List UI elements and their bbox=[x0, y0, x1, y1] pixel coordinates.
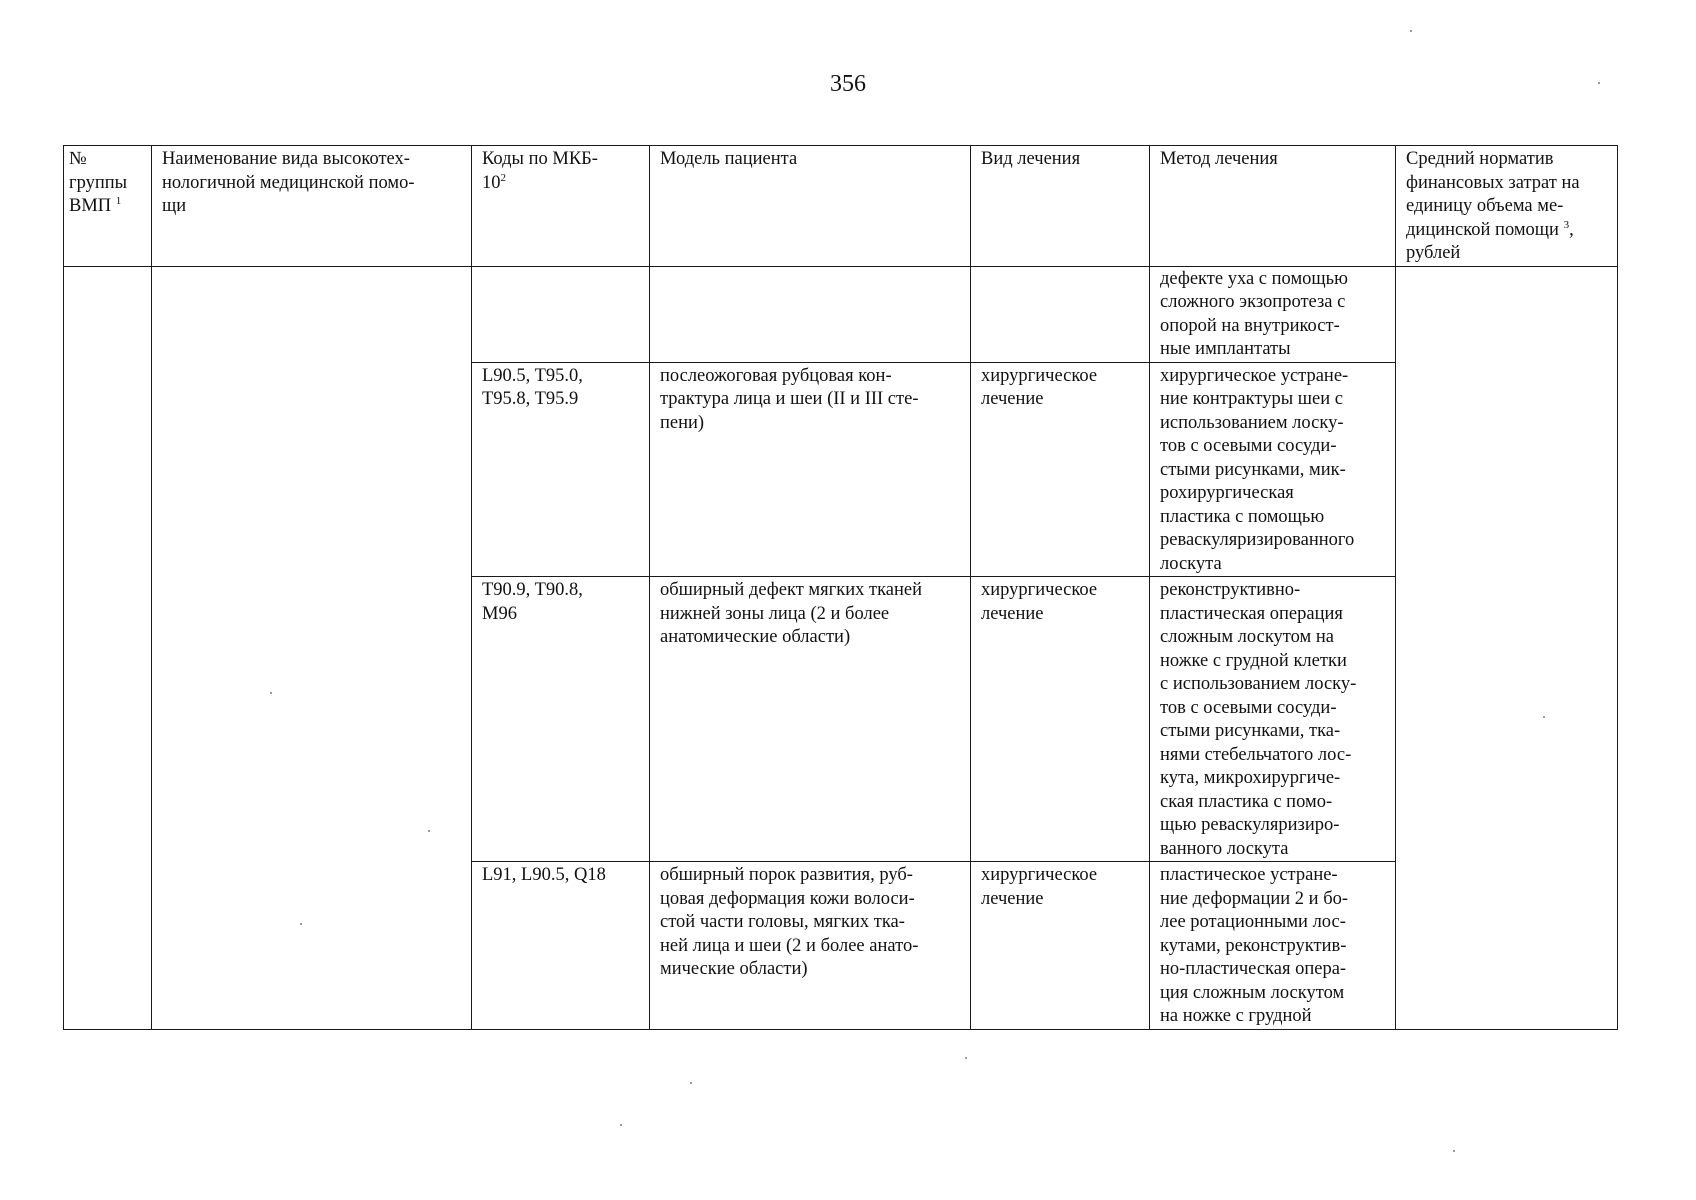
text-line: использованием лоску- bbox=[1160, 412, 1344, 433]
text-line: ВМП $^1$ bbox=[69, 194, 122, 216]
scan-speck bbox=[270, 692, 272, 694]
cell-treatment-method bbox=[1150, 862, 1396, 1030]
text-line: Метод лечения bbox=[1160, 149, 1278, 169]
treatment-method-text bbox=[1160, 268, 1386, 362]
cell-icd-codes bbox=[472, 362, 650, 577]
header-icd-codes bbox=[472, 146, 650, 267]
treatment-method-text bbox=[1160, 579, 1386, 861]
treatment-type-text bbox=[981, 579, 1140, 626]
text-line: обширный дефект мягких тканей bbox=[660, 580, 922, 600]
text-line: рохирургическая bbox=[1160, 483, 1294, 503]
cell-patient-model bbox=[650, 577, 971, 862]
header-vmp-name bbox=[152, 146, 472, 267]
text-line: L91, L90.5, Q18 bbox=[482, 865, 606, 885]
text-line: стыми рисунками, мик- bbox=[1160, 459, 1346, 480]
icd-codes-text bbox=[482, 864, 640, 888]
header-vmp-name-text bbox=[162, 148, 462, 219]
text-line: хирургическое bbox=[981, 365, 1098, 386]
text-line: сложного экзопротеза с bbox=[1160, 292, 1346, 312]
text-line: пластическое устране- bbox=[1160, 865, 1338, 885]
text-line: лечение bbox=[981, 389, 1044, 409]
text-line: пластика с помощью bbox=[1160, 506, 1325, 527]
patient-model-text bbox=[660, 864, 961, 982]
cell-treatment-method bbox=[1150, 362, 1396, 577]
text-line: пластическая операция bbox=[1160, 603, 1343, 624]
scan-speck bbox=[300, 923, 302, 925]
text-line: ные имплантаты bbox=[1160, 339, 1291, 359]
text-line: Наименование вида высокотех- bbox=[162, 149, 410, 169]
patient-model-text bbox=[660, 579, 961, 650]
text-line: Коды по МКБ- bbox=[482, 149, 598, 169]
page-number: 356 bbox=[830, 71, 866, 97]
scan-speck bbox=[965, 1057, 967, 1059]
header-treatment-method-text bbox=[1160, 148, 1386, 172]
text-line: T95.8, T95.9 bbox=[482, 389, 579, 409]
text-line: ние контрактуры шеи с bbox=[1160, 389, 1343, 409]
text-line: сложным лоскутом на bbox=[1160, 627, 1334, 647]
text-line: ние деформации 2 и бо- bbox=[1160, 888, 1349, 909]
icd-codes-text bbox=[482, 579, 640, 626]
text-line: ская пластика с помо- bbox=[1160, 791, 1333, 812]
text-line: ция сложным лоскутом bbox=[1160, 982, 1345, 1003]
text-line: T90.9, T90.8, bbox=[482, 580, 583, 600]
text-line: Модель пациента bbox=[660, 149, 798, 169]
text-line: тов с осевыми сосуди- bbox=[1160, 436, 1337, 456]
text-line: M96 bbox=[482, 603, 517, 624]
text-line: Средний норматив bbox=[1406, 149, 1554, 169]
header-treatment-type-text bbox=[981, 148, 1140, 172]
scan-speck bbox=[1543, 716, 1545, 718]
header-icd-codes-text bbox=[482, 148, 640, 195]
scan-speck bbox=[428, 830, 430, 832]
cell-treatment-type bbox=[971, 362, 1150, 577]
text-line: кута, микрохирургиче- bbox=[1160, 768, 1341, 788]
text-line: лечение bbox=[981, 888, 1044, 909]
text-line: пени) bbox=[660, 412, 705, 433]
header-treatment-method bbox=[1150, 146, 1396, 267]
scan-speck bbox=[690, 1082, 692, 1084]
text-line: группы bbox=[69, 172, 128, 193]
text-line: реваскуляризированного bbox=[1160, 530, 1355, 550]
text-line: № bbox=[69, 149, 87, 169]
text-line: рублей bbox=[1406, 243, 1461, 263]
cell-treatment-type bbox=[971, 266, 1150, 362]
text-line: финансовых затрат на bbox=[1406, 172, 1580, 193]
table-row bbox=[64, 266, 1618, 362]
text-line: цовая деформация кожи волоси- bbox=[660, 888, 915, 909]
text-line: обширный порок развития, руб- bbox=[660, 865, 913, 885]
header-row bbox=[64, 146, 1618, 267]
text-line: тов с осевыми сосуди- bbox=[1160, 697, 1337, 718]
scan-speck bbox=[1598, 82, 1600, 84]
cell-patient-model bbox=[650, 862, 971, 1030]
treatment-method-text bbox=[1160, 864, 1386, 1029]
header-patient-model bbox=[650, 146, 971, 267]
text-line: реконструктивно- bbox=[1160, 580, 1301, 600]
cell-treatment-method bbox=[1150, 266, 1396, 362]
cell-icd-codes bbox=[472, 577, 650, 862]
text-line: мические области) bbox=[660, 959, 808, 979]
text-line: Вид лечения bbox=[981, 149, 1081, 169]
text-line: дицинской помощи $^3$, bbox=[1406, 218, 1574, 240]
text-line: нологичной медицинской помо- bbox=[162, 172, 415, 193]
footnote-mark: 1 bbox=[115, 194, 122, 207]
text-line: стой части головы, мягких тка- bbox=[660, 912, 905, 932]
text-line: лечение bbox=[981, 603, 1044, 624]
header-average-cost-text bbox=[1406, 148, 1608, 266]
treatment-type-text bbox=[981, 864, 1140, 911]
text-line: L90.5, T95.0, bbox=[482, 365, 583, 386]
cell-icd-codes bbox=[472, 266, 650, 362]
text-line: щью реваскуляризиро- bbox=[1160, 815, 1340, 835]
text-line: хирургическое bbox=[981, 580, 1098, 600]
text-line: единицу объема ме- bbox=[1406, 196, 1564, 216]
treatment-type-text bbox=[981, 365, 1140, 412]
cell-treatment-type bbox=[971, 862, 1150, 1030]
text-line: ножке с грудной клетки bbox=[1160, 650, 1347, 671]
text-line: анатомические области) bbox=[660, 627, 851, 647]
text-line: на ножке с грудной bbox=[1160, 1006, 1312, 1026]
patient-model-text bbox=[660, 365, 961, 436]
text-line: $10^2$ bbox=[482, 171, 506, 193]
text-line: ней лица и шеи (2 и более анато- bbox=[660, 935, 919, 956]
text-line: трактура лица и шеи (II и III сте- bbox=[660, 389, 919, 409]
text-line: ванного лоскута bbox=[1160, 838, 1289, 859]
text-line: нями стебельчатого лос- bbox=[1160, 744, 1352, 765]
text-line: опорой на внутрикост- bbox=[1160, 315, 1340, 336]
text-line: лее ротационными лос- bbox=[1160, 912, 1346, 932]
header-treatment-type bbox=[971, 146, 1150, 267]
cell-group-number bbox=[64, 266, 152, 1030]
cell-icd-codes bbox=[472, 862, 650, 1030]
scan-speck bbox=[1453, 1150, 1455, 1152]
cell-patient-model bbox=[650, 266, 971, 362]
icd-codes-text bbox=[482, 365, 640, 412]
header-patient-model-text bbox=[660, 148, 961, 172]
scan-speck bbox=[1410, 30, 1412, 32]
footnote-mark: 2 bbox=[500, 171, 506, 184]
footnote-mark: 3 bbox=[1563, 218, 1570, 231]
text-line: нижней зоны лица (2 и более bbox=[660, 603, 890, 624]
text-line: послеожоговая рубцовая кон- bbox=[660, 365, 892, 386]
cell-vmp-name bbox=[152, 266, 472, 1030]
cell-treatment-method bbox=[1150, 577, 1396, 862]
header-group-number bbox=[64, 146, 152, 267]
vmp-table bbox=[63, 145, 1618, 1030]
text-line: хирургическое bbox=[981, 865, 1098, 885]
cell-patient-model bbox=[650, 362, 971, 577]
text-line: щи bbox=[162, 196, 187, 216]
text-line: стыми рисунками, тка- bbox=[1160, 721, 1341, 741]
header-group-number-text bbox=[69, 148, 147, 219]
text-line: хирургическое устране- bbox=[1160, 365, 1349, 386]
scan-speck bbox=[620, 1124, 622, 1126]
text-line: кутами, реконструктив- bbox=[1160, 935, 1347, 956]
cell-treatment-type bbox=[971, 577, 1150, 862]
header-average-cost bbox=[1396, 146, 1618, 267]
text-line: с использованием лоску- bbox=[1160, 674, 1357, 694]
text-line: лоскута bbox=[1160, 553, 1222, 574]
text-line: дефекте уха с помощью bbox=[1160, 268, 1348, 289]
text-line: но-пластическая опера- bbox=[1160, 959, 1347, 979]
cell-average-cost bbox=[1396, 266, 1618, 1030]
treatment-method-text bbox=[1160, 365, 1386, 577]
